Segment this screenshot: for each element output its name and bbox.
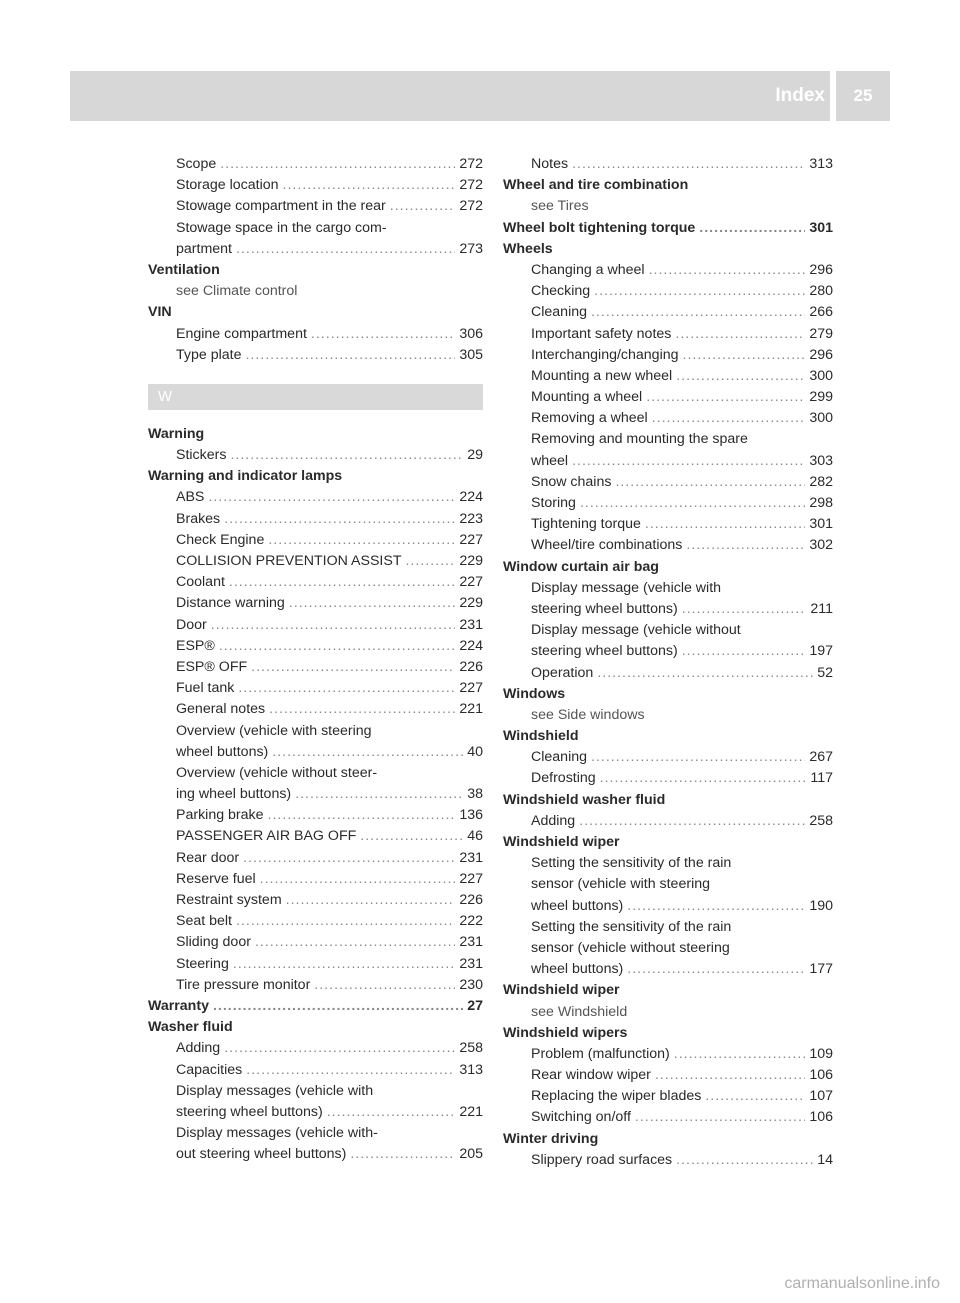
leader-dots xyxy=(208,487,455,508)
leader-dots xyxy=(675,324,805,345)
index-entry xyxy=(148,848,483,869)
page-ref: 298 xyxy=(809,495,833,511)
index-entry-continued: Display messages (vehicle with- xyxy=(176,1125,378,1142)
index-heading: Winter driving xyxy=(503,1130,599,1147)
entry-label: Engine compartment xyxy=(176,325,307,342)
page-ref: 226 xyxy=(459,658,483,675)
page-ref: 273 xyxy=(459,240,483,257)
index-entry xyxy=(503,1107,833,1128)
index-entry-continued: Stowage space in the cargo com- xyxy=(176,219,387,236)
entry-label: wheel buttons) xyxy=(531,961,624,978)
index-entry xyxy=(503,493,833,514)
page-ref: 266 xyxy=(809,304,833,321)
entry-label: Cleaning xyxy=(531,749,588,766)
leader-dots xyxy=(686,535,805,556)
index-heading: Window curtain air bag xyxy=(503,558,659,575)
leader-dots xyxy=(597,663,813,684)
entry-label: Adding xyxy=(176,1040,221,1057)
entry-label: Seat belt xyxy=(176,913,233,930)
entry-label: Changing a wheel xyxy=(531,261,645,278)
page-ref: 190 xyxy=(809,897,833,914)
leader-dots xyxy=(269,699,455,720)
page-ref: 136 xyxy=(459,807,483,824)
index-entry xyxy=(148,1144,483,1165)
page-ref: 52 xyxy=(817,664,833,681)
index-entry xyxy=(148,196,483,217)
index-entry xyxy=(503,1065,833,1086)
leader-dots xyxy=(268,805,456,826)
index-entry xyxy=(148,805,483,826)
index-entry xyxy=(148,890,483,911)
entry-label: partment xyxy=(176,240,232,257)
leader-dots xyxy=(230,445,463,466)
index-entry xyxy=(148,445,483,466)
page-ref: 258 xyxy=(809,812,833,829)
entry-label: Removing a wheel xyxy=(531,410,648,427)
page-ref: 226 xyxy=(459,892,483,908)
leader-dots xyxy=(705,1086,805,1107)
index-entry-continued: Setting the sensitivity of the rain xyxy=(531,855,732,872)
entry-label: Door xyxy=(176,616,207,633)
page-ref: 46 xyxy=(467,828,483,845)
leader-dots xyxy=(655,1065,805,1086)
index-entry xyxy=(148,175,483,196)
entry-label: Coolant xyxy=(176,574,225,591)
page-ref: 224 xyxy=(459,489,483,506)
index-entry xyxy=(503,324,833,345)
leader-dots xyxy=(645,514,805,535)
entry-label: Restraint system xyxy=(176,892,282,908)
page-ref: 267 xyxy=(809,749,833,766)
leader-dots xyxy=(350,1144,455,1165)
entry-label: Important safety notes xyxy=(531,325,672,342)
entry-label: Fuel tank xyxy=(176,680,235,697)
index-entry xyxy=(503,1044,833,1065)
page-ref: 306 xyxy=(459,325,483,342)
entry-label: Problem (malfunction) xyxy=(531,1045,670,1062)
entry-label: Interchanging/changing xyxy=(531,346,679,363)
leader-dots xyxy=(314,975,455,996)
index-entry xyxy=(503,599,833,620)
index-column-right xyxy=(503,154,833,1171)
leader-dots xyxy=(390,196,456,217)
index-entry xyxy=(503,302,833,323)
index-entry-continued: Display message (vehicle with xyxy=(531,579,722,596)
page-ref: 27 xyxy=(467,997,483,1014)
index-entry xyxy=(148,593,483,614)
index-entry xyxy=(503,260,833,281)
page-ref: 282 xyxy=(809,473,833,490)
leader-dots xyxy=(405,551,455,572)
index-entry xyxy=(503,535,833,556)
index-entry xyxy=(148,699,483,720)
index-entry xyxy=(503,472,833,493)
index-heading: VIN xyxy=(148,304,172,321)
index-entry xyxy=(148,345,483,366)
index-entry xyxy=(503,345,833,366)
entry-label: wheel xyxy=(531,452,569,469)
page-ref: 302 xyxy=(809,537,833,554)
leader-dots xyxy=(220,154,455,175)
page-ref: 300 xyxy=(809,367,833,384)
entry-label: COLLISION PREVENTION ASSIST xyxy=(176,553,402,569)
entry-label: Wheel bolt tightening torque xyxy=(503,219,696,236)
entry-label: Slippery road surfaces xyxy=(531,1151,673,1168)
index-entry xyxy=(503,811,833,832)
page-ref: 222 xyxy=(459,913,483,930)
see-reference: see Windshield xyxy=(531,1003,628,1020)
index-entry xyxy=(148,509,483,530)
index-entry xyxy=(503,959,833,980)
leader-dots xyxy=(600,768,807,789)
index-entry xyxy=(503,768,833,789)
leader-dots xyxy=(649,260,806,281)
entry-label: Parking brake xyxy=(176,807,264,824)
entry-label: Sliding door xyxy=(176,934,251,951)
page-ref: 224 xyxy=(459,637,483,654)
leader-dots xyxy=(260,869,456,890)
entry-label: Scope xyxy=(176,156,217,172)
page-ref: 231 xyxy=(459,849,483,866)
index-entry xyxy=(148,551,483,572)
page-ref: 40 xyxy=(467,743,483,760)
page-ref: 14 xyxy=(817,1151,833,1168)
index-entry xyxy=(148,572,483,593)
index-entry xyxy=(148,742,483,763)
index-heading: Wheel and tire combination xyxy=(503,177,689,194)
index-entry xyxy=(148,975,483,996)
entry-label: Tightening torque xyxy=(531,516,641,533)
entry-label: ESP® xyxy=(176,637,215,654)
leader-dots xyxy=(635,1107,805,1128)
entry-label: Rear window wiper xyxy=(531,1067,651,1084)
leader-dots xyxy=(682,599,807,620)
page-ref: 197 xyxy=(809,643,833,660)
watermark: carmanualsonline.info xyxy=(784,1275,940,1292)
leader-dots xyxy=(627,896,805,917)
page-ref: 303 xyxy=(809,452,833,469)
header-bar xyxy=(70,71,830,121)
page-ref: 106 xyxy=(809,1109,833,1126)
leader-dots xyxy=(251,657,455,678)
see-reference: see Side windows xyxy=(531,706,645,723)
entry-label: Switching on/off xyxy=(531,1109,631,1126)
entry-label: Snow chains xyxy=(531,473,612,490)
entry-label: Check Engine xyxy=(176,531,265,548)
leader-dots xyxy=(229,572,455,593)
entry-label: Mounting a new wheel xyxy=(531,367,673,384)
index-entry xyxy=(148,530,483,551)
leader-dots xyxy=(236,239,455,260)
entry-label: out steering wheel buttons) xyxy=(176,1146,347,1163)
index-column-left xyxy=(148,154,483,1165)
leader-dots xyxy=(683,345,806,366)
index-heading-with-page xyxy=(148,996,483,1017)
leader-dots xyxy=(327,1102,456,1123)
entry-label: Rear door xyxy=(176,849,240,866)
index-entry xyxy=(148,657,483,678)
entry-label: wheel buttons) xyxy=(531,897,624,914)
index-entry xyxy=(503,747,833,768)
page-ref: 296 xyxy=(809,346,833,363)
page-ref: 117 xyxy=(810,770,833,787)
leader-dots xyxy=(615,472,805,493)
page-ref: 272 xyxy=(459,156,483,172)
index-heading: Warning and indicator lamps xyxy=(148,468,343,485)
page-ref: 229 xyxy=(459,553,483,569)
index-entry xyxy=(148,615,483,636)
index-heading: Windows xyxy=(503,685,566,702)
leader-dots xyxy=(243,848,455,869)
entry-label: wheel buttons) xyxy=(176,743,269,760)
leader-dots xyxy=(360,826,463,847)
page-ref: 107 xyxy=(809,1088,833,1105)
index-heading: Windshield xyxy=(503,728,579,745)
index-entry-continued: sensor (vehicle with steering xyxy=(531,876,710,893)
page-ref: 230 xyxy=(459,976,483,993)
entry-label: ESP® OFF xyxy=(176,658,248,675)
see-reference: see Climate control xyxy=(176,283,298,300)
page-ref: 227 xyxy=(459,870,483,887)
index-entry-continued: Overview (vehicle without steer- xyxy=(176,764,378,781)
index-entry xyxy=(148,954,483,975)
leader-dots xyxy=(233,954,455,975)
entry-label: PASSENGER AIR BAG OFF xyxy=(176,828,357,845)
entry-label: Notes xyxy=(531,156,569,172)
index-entry xyxy=(148,1060,483,1081)
page-ref: 301 xyxy=(809,219,833,236)
leader-dots xyxy=(219,636,455,657)
index-entry xyxy=(148,911,483,932)
index-entry-continued: sensor (vehicle without steering xyxy=(531,939,730,956)
entry-label: Operation xyxy=(531,664,594,681)
leader-dots xyxy=(682,641,806,662)
index-entry xyxy=(148,784,483,805)
leader-dots xyxy=(213,996,463,1017)
index-heading: Ventilation xyxy=(148,261,220,278)
leader-dots xyxy=(311,324,455,345)
entry-label: Wheel/tire combinations xyxy=(531,537,683,554)
entry-label: Replacing the wiper blades xyxy=(531,1088,702,1105)
leader-dots xyxy=(591,747,805,768)
index-entry xyxy=(503,408,833,429)
entry-label: steering wheel buttons) xyxy=(531,643,678,660)
see-reference: see Tires xyxy=(531,198,589,215)
index-entry xyxy=(503,896,833,917)
index-heading: Warning xyxy=(148,425,205,442)
index-heading: Windshield wipers xyxy=(503,1024,628,1041)
entry-label: Reserve fuel xyxy=(176,870,256,887)
leader-dots xyxy=(289,593,456,614)
page-ref: 221 xyxy=(459,701,483,718)
index-entry-continued: Display message (vehicle without xyxy=(531,622,741,639)
index-heading-with-page xyxy=(503,218,833,239)
index-entry xyxy=(503,1086,833,1107)
page-ref: 296 xyxy=(809,261,833,278)
entry-label: Stowage compartment in the rear xyxy=(176,198,386,215)
entry-label: Adding xyxy=(531,812,576,829)
leader-dots xyxy=(245,345,455,366)
page-ref: 227 xyxy=(459,680,483,697)
leader-dots xyxy=(676,1150,813,1171)
page-ref: 221 xyxy=(459,1103,483,1120)
index-entry-continued: Overview (vehicle with steering xyxy=(176,722,372,739)
entry-label: ing wheel buttons) xyxy=(176,786,292,803)
entry-label: Checking xyxy=(531,283,591,300)
page-ref: 258 xyxy=(459,1040,483,1057)
page-ref: 300 xyxy=(809,410,833,427)
index-heading: Wheels xyxy=(503,240,553,257)
entry-label: Tire pressure monitor xyxy=(176,976,311,993)
leader-dots xyxy=(238,678,455,699)
page-ref: 272 xyxy=(459,177,483,194)
page-ref: 223 xyxy=(459,510,483,527)
index-entry xyxy=(148,678,483,699)
entry-label: Brakes xyxy=(176,510,221,527)
index-entry xyxy=(503,663,833,684)
page-number: 25 xyxy=(853,86,873,105)
leader-dots xyxy=(272,742,463,763)
index-entry xyxy=(503,451,833,472)
index-entry xyxy=(148,1102,483,1123)
index-entry xyxy=(148,826,483,847)
leader-dots xyxy=(572,154,805,175)
leader-dots xyxy=(676,366,805,387)
entry-label: steering wheel buttons) xyxy=(176,1103,323,1120)
page-ref: 231 xyxy=(459,616,483,633)
index-heading: Washer fluid xyxy=(148,1019,233,1036)
entry-label: Storing xyxy=(531,495,576,511)
page-ref: 211 xyxy=(810,600,833,617)
leader-dots xyxy=(224,509,455,530)
leader-dots xyxy=(699,218,805,239)
index-entry xyxy=(148,239,483,260)
page-ref: 227 xyxy=(459,574,483,591)
index-entry xyxy=(148,1038,483,1059)
index-entry xyxy=(148,932,483,953)
index-entry-continued: Display messages (vehicle with xyxy=(176,1082,374,1099)
page-ref: 109 xyxy=(809,1045,833,1062)
leader-dots xyxy=(572,451,805,472)
leader-dots xyxy=(295,784,463,805)
entry-label: steering wheel buttons) xyxy=(531,600,678,617)
page-ref: 106 xyxy=(809,1067,833,1084)
entry-label: Cleaning xyxy=(531,304,588,321)
entry-label: ABS xyxy=(176,489,205,506)
leader-dots xyxy=(211,615,456,636)
leader-dots xyxy=(627,959,805,980)
leader-dots xyxy=(580,493,805,514)
page-ref: 279 xyxy=(809,325,833,342)
index-entry xyxy=(503,387,833,408)
index-entry xyxy=(503,281,833,302)
index-entry xyxy=(503,641,833,662)
page-ref: 299 xyxy=(809,389,833,406)
leader-dots xyxy=(255,932,455,953)
entry-label: Defrosting xyxy=(531,770,596,787)
page-ref: 38 xyxy=(467,786,483,803)
page-ref: 305 xyxy=(459,346,483,363)
index-entry xyxy=(148,154,483,175)
leader-dots xyxy=(286,890,456,911)
entry-label: Steering xyxy=(176,955,229,972)
leader-dots xyxy=(591,302,805,323)
index-entry xyxy=(503,366,833,387)
entry-label: Type plate xyxy=(176,346,242,363)
page-ref: 229 xyxy=(459,595,483,612)
index-entry xyxy=(148,487,483,508)
entry-label: Mounting a wheel xyxy=(531,389,643,406)
leader-dots xyxy=(224,1038,455,1059)
index-entry-continued: Removing and mounting the spare xyxy=(531,431,748,448)
index-entry xyxy=(503,1150,833,1171)
index-entry xyxy=(503,154,833,175)
leader-dots xyxy=(268,530,455,551)
index-entry xyxy=(503,514,833,535)
page-ref: 280 xyxy=(809,283,833,300)
leader-dots xyxy=(594,281,805,302)
page-ref: 29 xyxy=(467,447,483,464)
leader-dots xyxy=(246,1060,455,1081)
index-heading: Windshield wiper xyxy=(503,834,620,850)
leader-dots xyxy=(674,1044,806,1065)
entry-label: Distance warning xyxy=(176,595,285,612)
page-ref: 177 xyxy=(809,961,833,978)
page-ref: 205 xyxy=(459,1146,483,1163)
page-ref: 313 xyxy=(809,156,833,172)
page-ref: 313 xyxy=(459,1061,483,1078)
entry-label: Storage location xyxy=(176,177,279,194)
index-entry-continued: Setting the sensitivity of the rain xyxy=(531,918,732,935)
index-heading: Windshield wiper xyxy=(503,982,620,999)
letter-heading: W xyxy=(148,384,483,410)
page-ref: 272 xyxy=(459,198,483,215)
entry-label: Warranty xyxy=(148,997,209,1014)
leader-dots xyxy=(646,387,805,408)
index-entry xyxy=(148,636,483,657)
leader-dots xyxy=(283,175,456,196)
page-ref: 231 xyxy=(459,955,483,972)
index-entry xyxy=(148,869,483,890)
entry-label: Capacities xyxy=(176,1061,243,1078)
section-title: Index xyxy=(775,85,825,106)
leader-dots xyxy=(579,811,805,832)
page-ref: 231 xyxy=(459,934,483,951)
page-ref: 227 xyxy=(459,531,483,548)
entry-label: General notes xyxy=(176,701,266,718)
page-ref: 301 xyxy=(809,516,833,533)
leader-dots xyxy=(652,408,806,429)
entry-label: Stickers xyxy=(176,447,227,464)
index-entry xyxy=(148,324,483,345)
index-heading: Windshield washer fluid xyxy=(503,791,666,808)
leader-dots xyxy=(236,911,455,932)
